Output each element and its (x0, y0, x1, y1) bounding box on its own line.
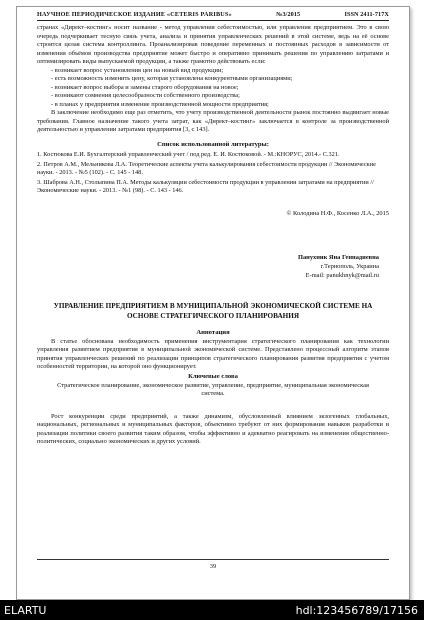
conclusion-paragraph: В заключение необходимо еще раз отметить, что учету производственной деятельности рынок постоянно выдвигает новые требования. Главное назначение такого учета затрат, как «Директ–костинг» заключается в контроле за производственной деятельностью и управлении затратами предприятия [3, с 143]. (37, 109, 389, 134)
annotation-text: В статье обоснована необходимость применения инструментария стратегического планирования как технологии управления развитием предприятия в муниципальной экономической системе. Представлено процессный алгоритм этапов принятия управленческих решений по реализации принципов стратегического планирования развития предприятия с учетом особенностей территории, на которой оно функционирует. (37, 337, 389, 371)
bullet-item: - возникает вопрос выбора и замены старого оборудования на новое; (51, 83, 239, 91)
footer-divider (37, 559, 389, 560)
copyright-note: © Колодина Н.Ф., Косенко Л.А., 2015 (286, 209, 389, 217)
article-title: УПРАВЛЕНИЕ ПРЕДПРИЯТИЕМ В МУНИЦИПАЛЬНОЙ ЭКОНОМИЧЕСКОЙ СИСТЕМЕ НА ОСНОВЕ СТРАТЕГИЧЕСКОГО ПЛАНИРОВАНИЯ (53, 302, 373, 321)
bullet-list (37, 67, 389, 110)
handle-identifier: hdl:123456789/17156 (295, 603, 418, 617)
repository-name: ELARTU (4, 603, 47, 617)
bullet-item: - есть возможность изменить цену, которая установлена конкурентными организациями; (51, 75, 293, 83)
references-list (37, 151, 389, 196)
keywords-text: Стратегическое планирование, экономическое развитие, управление, предприятие, муниципальная экономическая система. (57, 381, 369, 398)
page-content (37, 11, 389, 447)
document-page (16, 6, 410, 600)
running-header (37, 11, 389, 21)
author-name: Панухник Яна Геннадиевна (297, 253, 379, 261)
references-title: Список использованной литературы: (157, 140, 269, 148)
annotation-title: Аннотация (196, 328, 230, 336)
page-number: 39 (209, 563, 217, 570)
author-block (37, 253, 389, 281)
author-email: E-mail: panukhnyk@mail.ru (305, 272, 379, 280)
reference-item: 3. Шаброва А.Н., Столыпина П.А. Методы калькуляции себестоимости продукции в управлении затратами на предприятии // Экономические науки. - 2013. - №1 (98). - С. 143 - 146. (37, 178, 374, 195)
continuation-paragraph: странах «Директ–костинг» носит название - метод управления себестоимостью, или управления предприятием. Это в свою очередь подчеркивает тесную связь учета, анализа и принятия управленческих решений в этой системе, ведь на её основе строится целая система контроллинга. Проанализировав поведение переменных и постоянных расходов в зависимости от изменения объёмов производства предприятие может быстро и оперативно принимать решения по управлению затратами и оптимизировать виды выпускаемой продукции, а также грамотно действовать если: (37, 24, 389, 66)
bullet-item: - возникают сомнения целесообразности собственного производства; (51, 92, 240, 100)
reference-item: 1. Костюкова Е.И. Бухгалтерский управленческий учет / под ред. Е. И. Костюковой. - М.:КНОРУС, 2014.- С.321. (37, 150, 340, 158)
bullet-item: - в планах у предприятия изменение производственной мощности предприятия; (51, 100, 269, 108)
body-paragraph: Рост конкуренции среди предприятий, а также динамизм, обусловленный влиянием экзогенных глобальных, национальных, региональных и муниципальных факторов, объективно требуют от них формирования навыков разработки и реализации политики своего развития таким образом, чтобы эффективно и адекватно реагировать на изменения общественно-политических, социально экономических и других условий. (37, 412, 389, 446)
author-city: г.Тернополь, Украина (320, 262, 379, 270)
keywords-title: Ключевые слова (188, 372, 238, 380)
header-journal-title: НАУЧНОЕ ПЕРИОДИЧЕСКОЕ ИЗДАНИЕ «CETERIS PARIBUS» (37, 11, 232, 18)
header-issue: №3/2015 (276, 11, 301, 18)
viewer-footer-bar (0, 600, 424, 620)
bullet-item: - возникает вопрос установления цен на новый вид продукции; (51, 66, 224, 74)
reference-item: 2. Петров А.М., Мельникова Л.А. Теоретические аспекты учета калькулирования себестоимости продукции // Экономические науки. - 2013. - №5 (102). - С. 145 - 148. (37, 160, 376, 176)
header-issn: ISSN 2411-717X (344, 11, 389, 18)
